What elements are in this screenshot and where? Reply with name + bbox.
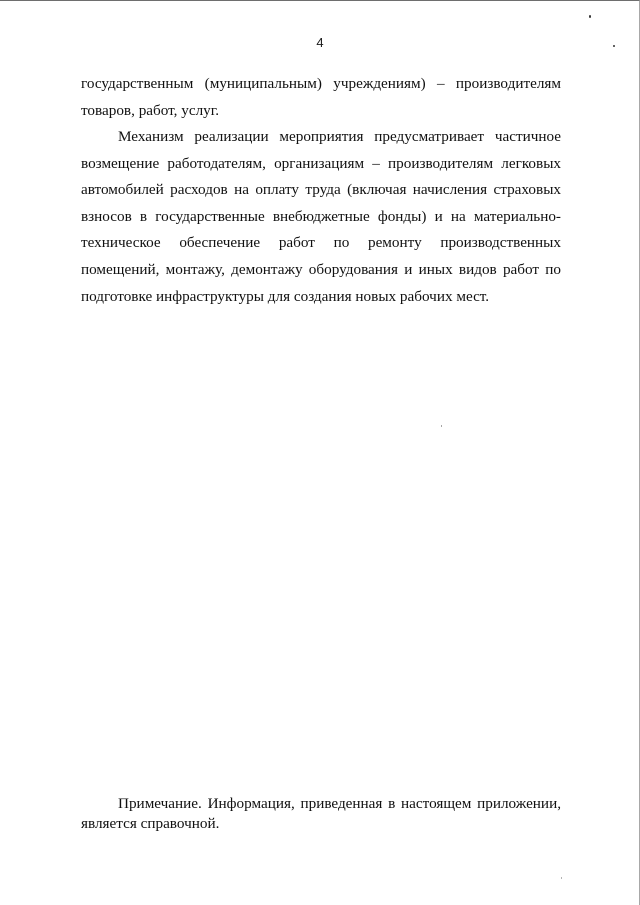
scan-artifact bbox=[589, 15, 591, 18]
paragraph-continuation: государственным (муниципальным) учреждениям) – производителям товаров, работ, услуг. bbox=[81, 75, 561, 119]
scan-artifact bbox=[613, 45, 615, 47]
note-text: Примечание. Информация, приведенная в настоящем приложении, является справочной. bbox=[81, 795, 561, 832]
scan-artifact bbox=[441, 425, 442, 427]
footnote bbox=[81, 794, 561, 834]
paragraph-mechanism: Механизм реализации мероприятия предусматривает частичное возмещение работодателям, организациям – производителям легковых автомобилей расходов на оплату труда (включая начисления страховых взносов в государственные внебюджетные фонды) и на материально-техническое обеспечение работ по ремонту производственных помещений, монтажу, демонтажу оборудования и иных видов работ по подготовке инфраструктуры для создания новых рабочих мест. bbox=[81, 128, 561, 305]
scan-artifact bbox=[561, 877, 562, 879]
text-block-mechanism bbox=[81, 124, 561, 310]
text-block-continuation bbox=[81, 71, 561, 124]
page-number: 4 bbox=[316, 35, 324, 50]
